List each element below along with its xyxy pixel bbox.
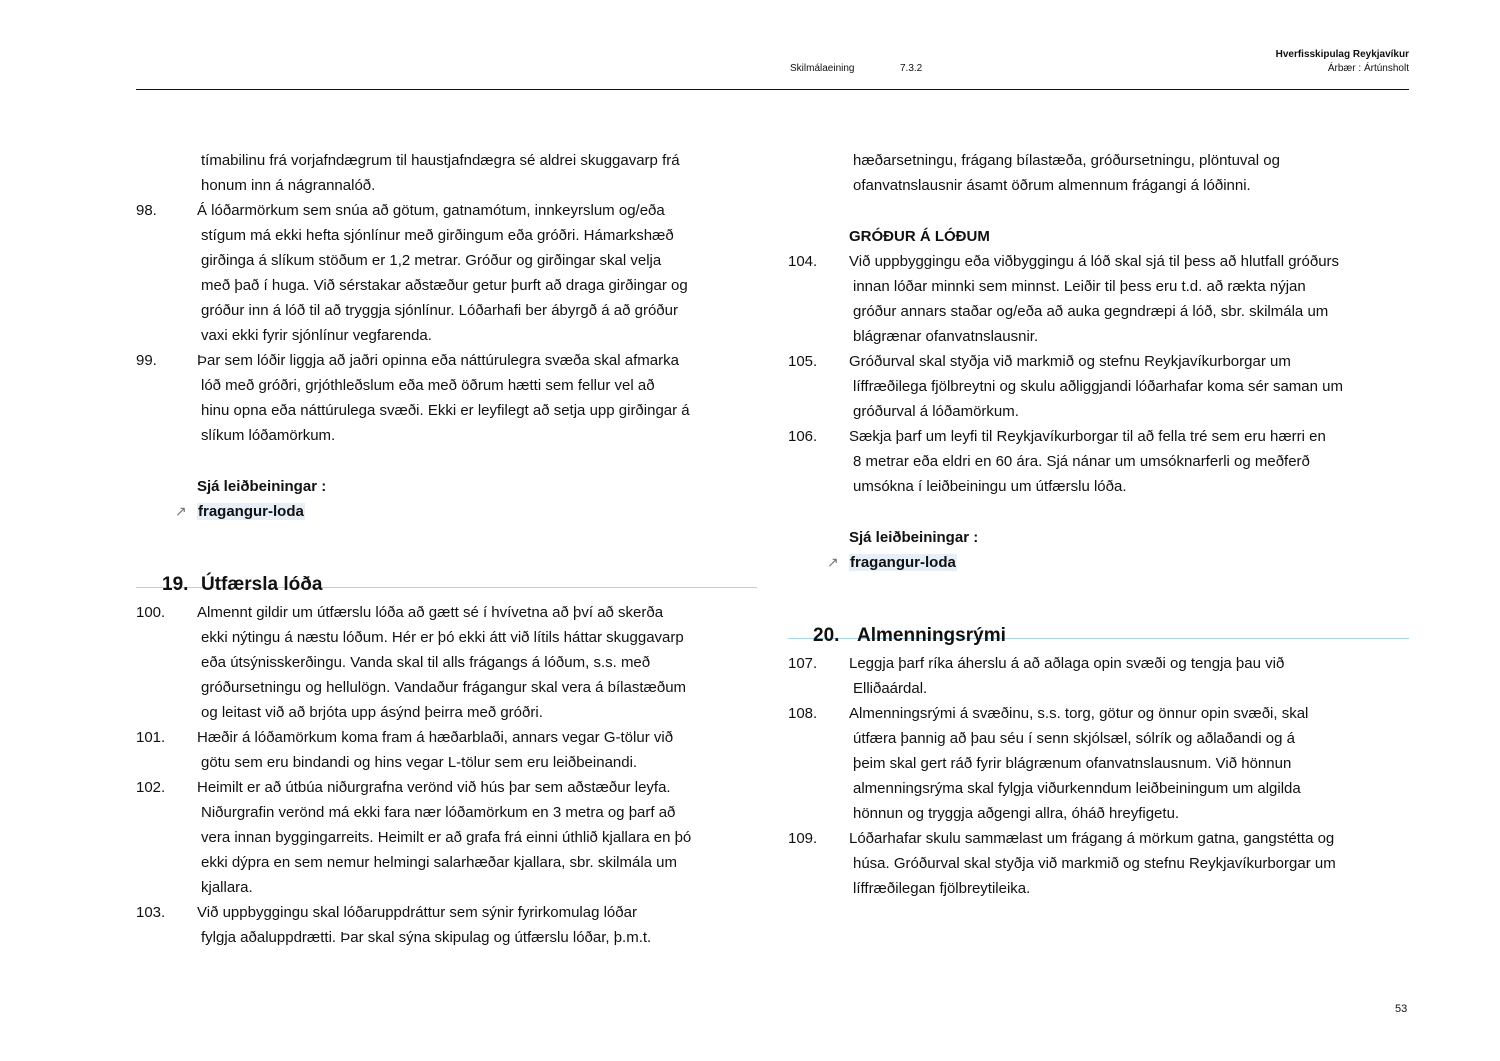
numbered-paragraph	[788, 424, 1409, 499]
header-subtitle: Árbær : Ártúnsholt	[1327, 63, 1409, 74]
header-title: Hverfisskipulag Reykjavíkur	[1275, 49, 1409, 60]
paragraph-line: Við uppbyggingu skal lóðaruppdráttur sem sýnir fyrirkomulag lóðar	[197, 904, 637, 921]
spacer	[788, 499, 1409, 525]
guidelines-label: Sjá leiðbeiningar :	[849, 529, 979, 546]
paragraph-line: gróðurval á lóðamörkum.	[853, 403, 1019, 420]
paragraph-line: Þar sem lóðir liggja að jaðri opinna eða náttúrulegra svæða skal afmarka	[197, 352, 679, 369]
numbered-paragraph	[136, 198, 757, 348]
paragraph-line: hönnun og tryggja aðgengi allra, óháð hreyfigetu.	[853, 805, 1180, 822]
left-column	[136, 148, 757, 950]
paragraph-line: Við uppbyggingu eða viðbyggingu á lóð skal sjá til þess að hlutfall gróðurs	[849, 253, 1340, 270]
paragraph-line: Heimilt er að útbúa niðurgrafna verönd við hús þar sem aðstæður leyfa.	[197, 779, 671, 796]
paragraph-line: girðinga á slíkum stöðum er 1,2 metrar. Gróður og girðingar skal velja	[201, 252, 662, 269]
paragraph-number: 100.	[136, 604, 166, 621]
paragraph-continuation	[788, 148, 1409, 198]
numbered-paragraph	[136, 600, 757, 725]
paragraph-line: hæðarsetningu, frágang bílastæða, gróðursetningu, plöntuval og	[853, 152, 1280, 169]
paragraph-line: Almenningsrými á svæðinu, s.s. torg, götur og önnur opin svæði, skal	[849, 705, 1309, 722]
paragraph-line: innan lóðar minnki sem minnst. Leiðir til þess eru t.d. að rækta nýjan	[853, 278, 1306, 295]
spacer	[136, 448, 757, 474]
external-link-arrow-icon: ↗	[827, 554, 839, 570]
paragraph-number: 98.	[136, 202, 157, 219]
paragraph-line: Leggja þarf ríka áherslu á að aðlaga opin svæði og tengja þau við	[849, 655, 1285, 672]
subheading: GRÓÐUR Á LÓÐUM	[849, 228, 990, 245]
section-number: 20.	[813, 625, 840, 646]
paragraph-line: ofanvatnslausnir ásamt öðrum almennum frágangi á lóðinni.	[853, 177, 1251, 194]
paragraph-line: stígum má ekki hefta sjónlínur með girðingum eða gróðri. Hámarkshæð	[201, 227, 674, 244]
paragraph-line: Lóðarhafar skulu sammælast um frágang á mörkum gatna, gangstétta og	[849, 830, 1335, 847]
numbered-paragraph	[788, 651, 1409, 701]
paragraph-number: 105.	[788, 353, 818, 370]
header-section-number: 7.3.2	[900, 63, 923, 74]
guidelines-link[interactable]: fragangur-loda	[198, 503, 304, 520]
paragraph-line: með það í huga. Við sérstakar aðstæður getur þurft að draga girðingar og	[201, 277, 688, 294]
paragraph-line: gróðursetningu og hellulögn. Vandaður frágangur skal vera á bílastæðum	[201, 679, 687, 696]
paragraph-number: 102.	[136, 779, 166, 796]
right-column	[788, 148, 1409, 901]
header-rule	[136, 89, 1409, 90]
paragraph-line: eða útsýnisskerðingu. Vanda skal til alls frágangs á lóðum, s.s. með	[201, 654, 651, 671]
guidelines-link-row	[827, 550, 1409, 575]
numbered-paragraph	[136, 775, 757, 900]
paragraph-line: tímabilinu frá vorjafndægrum til haustjafndægra sé aldrei skuggavarp frá	[201, 152, 680, 169]
paragraph-line: útfæra þannig að þau séu í senn skjólsæl, sólrík og aðlaðandi og á	[853, 730, 1295, 747]
header-section-label: Skilmálaeining	[790, 63, 855, 74]
paragraph-line: og leitast við að brjóta upp ásýnd þeirra með gróðri.	[201, 704, 543, 721]
paragraph-line: húsa. Gróðurval skal styðja við markmið og stefnu Reykjavíkurborgar um	[853, 855, 1336, 872]
paragraph-line: Hæðir á lóðamörkum koma fram á hæðarblaði, annars vegar G-tölur við	[197, 729, 674, 746]
external-link-arrow-icon: ↗	[175, 503, 187, 519]
guidelines-link-row	[175, 499, 757, 524]
paragraph-line: gróður inn á lóð til að tryggja sjónlínur. Lóðarhafi ber ábyrgð á að gróður	[201, 302, 678, 319]
paragraph-line: þeim skal gert ráð fyrir blágrænum ofanvatnslausnum. Við hönnun	[853, 755, 1292, 772]
paragraph-line: Almennt gildir um útfærslu lóða að gætt sé í hvívetna að því að skerða	[197, 604, 664, 621]
numbered-paragraph	[136, 348, 757, 448]
paragraph-line: fylgja aðaluppdrætti. Þar skal sýna skipulag og útfærslu lóðar, þ.m.t.	[201, 929, 652, 946]
paragraph-line: líffræðilegan fjölbreytileika.	[853, 880, 1031, 897]
paragraph-line: Niðurgrafin verönd má ekki fara nær lóðamörkum en 3 metra og þarf að	[201, 804, 676, 821]
paragraph-line: vera innan byggingarreits. Heimilt er að grafa frá einni úthlið kjallara en þó	[201, 829, 692, 846]
paragraph-line: ekki nýtingu á næstu lóðum. Hér er þó ekki átt við lítils háttar skuggavarp	[201, 629, 684, 646]
paragraph-line: gróður annars staðar og/eða að auka gegndræpi á lóð, sbr. skilmála um	[853, 303, 1329, 320]
paragraph-line: slíkum lóðamörkum.	[201, 427, 336, 444]
paragraph-number: 108.	[788, 705, 818, 722]
paragraph-number: 101.	[136, 729, 166, 746]
spacer	[788, 198, 1409, 224]
numbered-paragraph	[136, 725, 757, 775]
numbered-paragraph	[788, 249, 1409, 349]
guidelines-label: Sjá leiðbeiningar :	[197, 478, 327, 495]
paragraph-line: 8 metrar eða eldri en 60 ára. Sjá nánar um umsóknarferli og meðferð	[853, 453, 1310, 470]
numbered-paragraph	[788, 349, 1409, 424]
paragraph-line: blágrænar ofanvatnslausnir.	[853, 328, 1039, 345]
paragraph-line: hinu opna eða náttúrulega svæði. Ekki er leyfilegt að setja upp girðingar á	[201, 402, 690, 419]
numbered-paragraph	[788, 826, 1409, 901]
paragraph-continuation	[136, 148, 757, 198]
paragraph-line: honum inn á nágrannalóð.	[201, 177, 376, 194]
section-heading	[788, 575, 1409, 646]
numbered-paragraph	[788, 701, 1409, 826]
paragraph-line: Sækja þarf um leyfi til Reykjavíkurborgar til að fella tré sem eru hærri en	[849, 428, 1326, 445]
paragraph-line: kjallara.	[201, 879, 253, 896]
paragraph-number: 103.	[136, 904, 166, 921]
guidelines-link[interactable]: fragangur-loda	[850, 554, 956, 571]
numbered-paragraph	[136, 900, 757, 950]
paragraph-line: vaxi ekki fyrir sjónlínur vegfarenda.	[201, 327, 432, 344]
page-number: 53	[1395, 1003, 1408, 1015]
paragraph-line: götu sem eru bindandi og hins vegar L-tölur sem eru leiðbeinandi.	[201, 754, 638, 771]
section-title: Útfærsla lóða	[201, 574, 323, 595]
paragraph-line: ekki dýpra en sem nemur helmingi salarhæðar kjallara, sbr. skilmála um	[201, 854, 678, 871]
paragraph-number: 104.	[788, 253, 818, 270]
paragraph-line: Á lóðarmörkum sem snúa að götum, gatnamótum, innkeyrslum og/eða	[197, 202, 665, 219]
paragraph-number: 99.	[136, 352, 157, 369]
paragraph-line: umsókna í leiðbeiningu um útfærslu lóða.	[853, 478, 1127, 495]
paragraph-line: lóð með gróðri, grjóthleðslum eða með öðrum hætti sem fellur vel að	[201, 377, 655, 394]
paragraph-line: almenningsrýma skal fylgja viðurkenndum leiðbeiningum um algilda	[853, 780, 1301, 797]
paragraph-number: 107.	[788, 655, 818, 672]
section-number: 19.	[162, 574, 189, 595]
paragraph-number: 106.	[788, 428, 818, 445]
paragraph-line: líffræðilega fjölbreytni og skulu aðliggjandi lóðarhafar koma sér saman um	[853, 378, 1343, 395]
paragraph-line: Elliðaárdal.	[853, 680, 928, 697]
section-heading	[136, 524, 757, 595]
paragraph-number: 109.	[788, 830, 818, 847]
section-title: Almenningsrými	[857, 625, 1006, 646]
paragraph-line: Gróðurval skal styðja við markmið og stefnu Reykjavíkurborgar um	[849, 353, 1291, 370]
